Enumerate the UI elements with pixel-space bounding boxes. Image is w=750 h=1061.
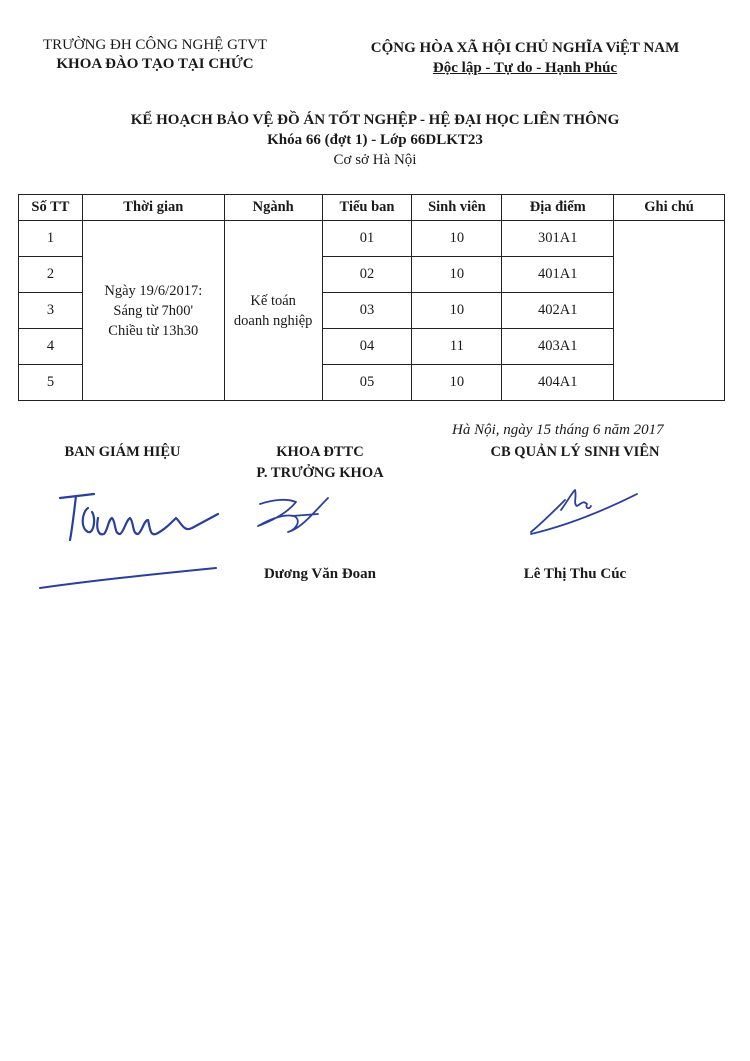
stt-cell: 4 (19, 329, 83, 365)
middle-title-line-1: KHOA ĐTTC (276, 444, 364, 460)
national-header (340, 38, 710, 78)
university-name: TRƯỜNG ĐH CÔNG NGHỆ GTVT (42, 37, 268, 53)
time-date: Ngày 19/6/2017: (104, 282, 203, 299)
national-motto: Độc lập - Tự do - Hạnh Phúc (432, 60, 618, 76)
middle-signatory-name: Dương Văn Đoan (263, 566, 377, 582)
location-cell: 403A1 (502, 329, 614, 365)
right-signature-graphic (525, 482, 645, 542)
students-cell: 10 (412, 293, 502, 329)
header-cell: Ghi chú (614, 195, 725, 221)
header-cell: Sinh viên (412, 195, 502, 221)
note-cell (614, 221, 725, 401)
campus-line: Cơ sở Hà Nội (333, 152, 417, 168)
subcommittee-cell: 02 (322, 257, 412, 293)
course-line: Khóa 66 (đợt 1) - Lớp 66DLKT23 (267, 132, 483, 148)
signing-date: Hà Nội, ngày 15 tháng 6 năm 2017 (452, 422, 664, 438)
middle-signatory-title (225, 442, 415, 484)
location-cell: 301A1 (502, 221, 614, 257)
major-line-2: doanh nghiệp (233, 312, 313, 329)
major-cell (224, 221, 322, 401)
major-line-1: Kế toán (250, 292, 296, 309)
faculty-name: KHOA ĐÀO TẠO TẠI CHỨC (56, 56, 254, 72)
right-signatory-title: CB QUẢN LÝ SINH VIÊN (490, 444, 660, 460)
students-cell: 10 (412, 257, 502, 293)
subcommittee-cell: 03 (322, 293, 412, 329)
header-cell: Tiểu ban (322, 195, 412, 221)
location-cell: 404A1 (502, 365, 614, 401)
time-afternoon: Chiều từ 13h30 (108, 322, 199, 339)
header-cell: Số TT (19, 195, 83, 221)
defense-schedule-table (18, 194, 725, 401)
left-signature-graphic (36, 488, 226, 598)
right-signatory-name: Lê Thị Thu Cúc (523, 566, 627, 582)
country-name: CỘNG HÒA XÃ HỘI CHỦ NGHĨA ViỆT NAM (370, 40, 680, 56)
time-morning: Sáng từ 7h00' (113, 302, 194, 319)
stt-cell: 5 (19, 365, 83, 401)
document-title-block (0, 110, 750, 170)
location-cell: 401A1 (502, 257, 614, 293)
subcommittee-cell: 05 (322, 365, 412, 401)
issuer-block (30, 36, 280, 74)
table-header-row (19, 195, 725, 221)
left-signatory-title: BAN GIÁM HIỆU (64, 444, 181, 460)
stt-cell: 1 (19, 221, 83, 257)
stt-cell: 3 (19, 293, 83, 329)
location-cell: 402A1 (502, 293, 614, 329)
stt-cell: 2 (19, 257, 83, 293)
header-cell: Ngành (224, 195, 322, 221)
header-cell: Thời gian (82, 195, 224, 221)
students-cell: 11 (412, 329, 502, 365)
table-row (19, 221, 725, 257)
middle-signature-graphic (252, 490, 332, 540)
document-title: KẾ HOẠCH BẢO VỆ ĐỒ ÁN TỐT NGHỆP - HỆ ĐẠI HỌC LIÊN THÔNG (130, 112, 620, 128)
subcommittee-cell: 01 (322, 221, 412, 257)
students-cell: 10 (412, 365, 502, 401)
header-cell: Địa điểm (502, 195, 614, 221)
subcommittee-cell: 04 (322, 329, 412, 365)
middle-title-line-2: P. TRƯỞNG KHOA (256, 465, 384, 481)
time-cell (82, 221, 224, 401)
students-cell: 10 (412, 221, 502, 257)
